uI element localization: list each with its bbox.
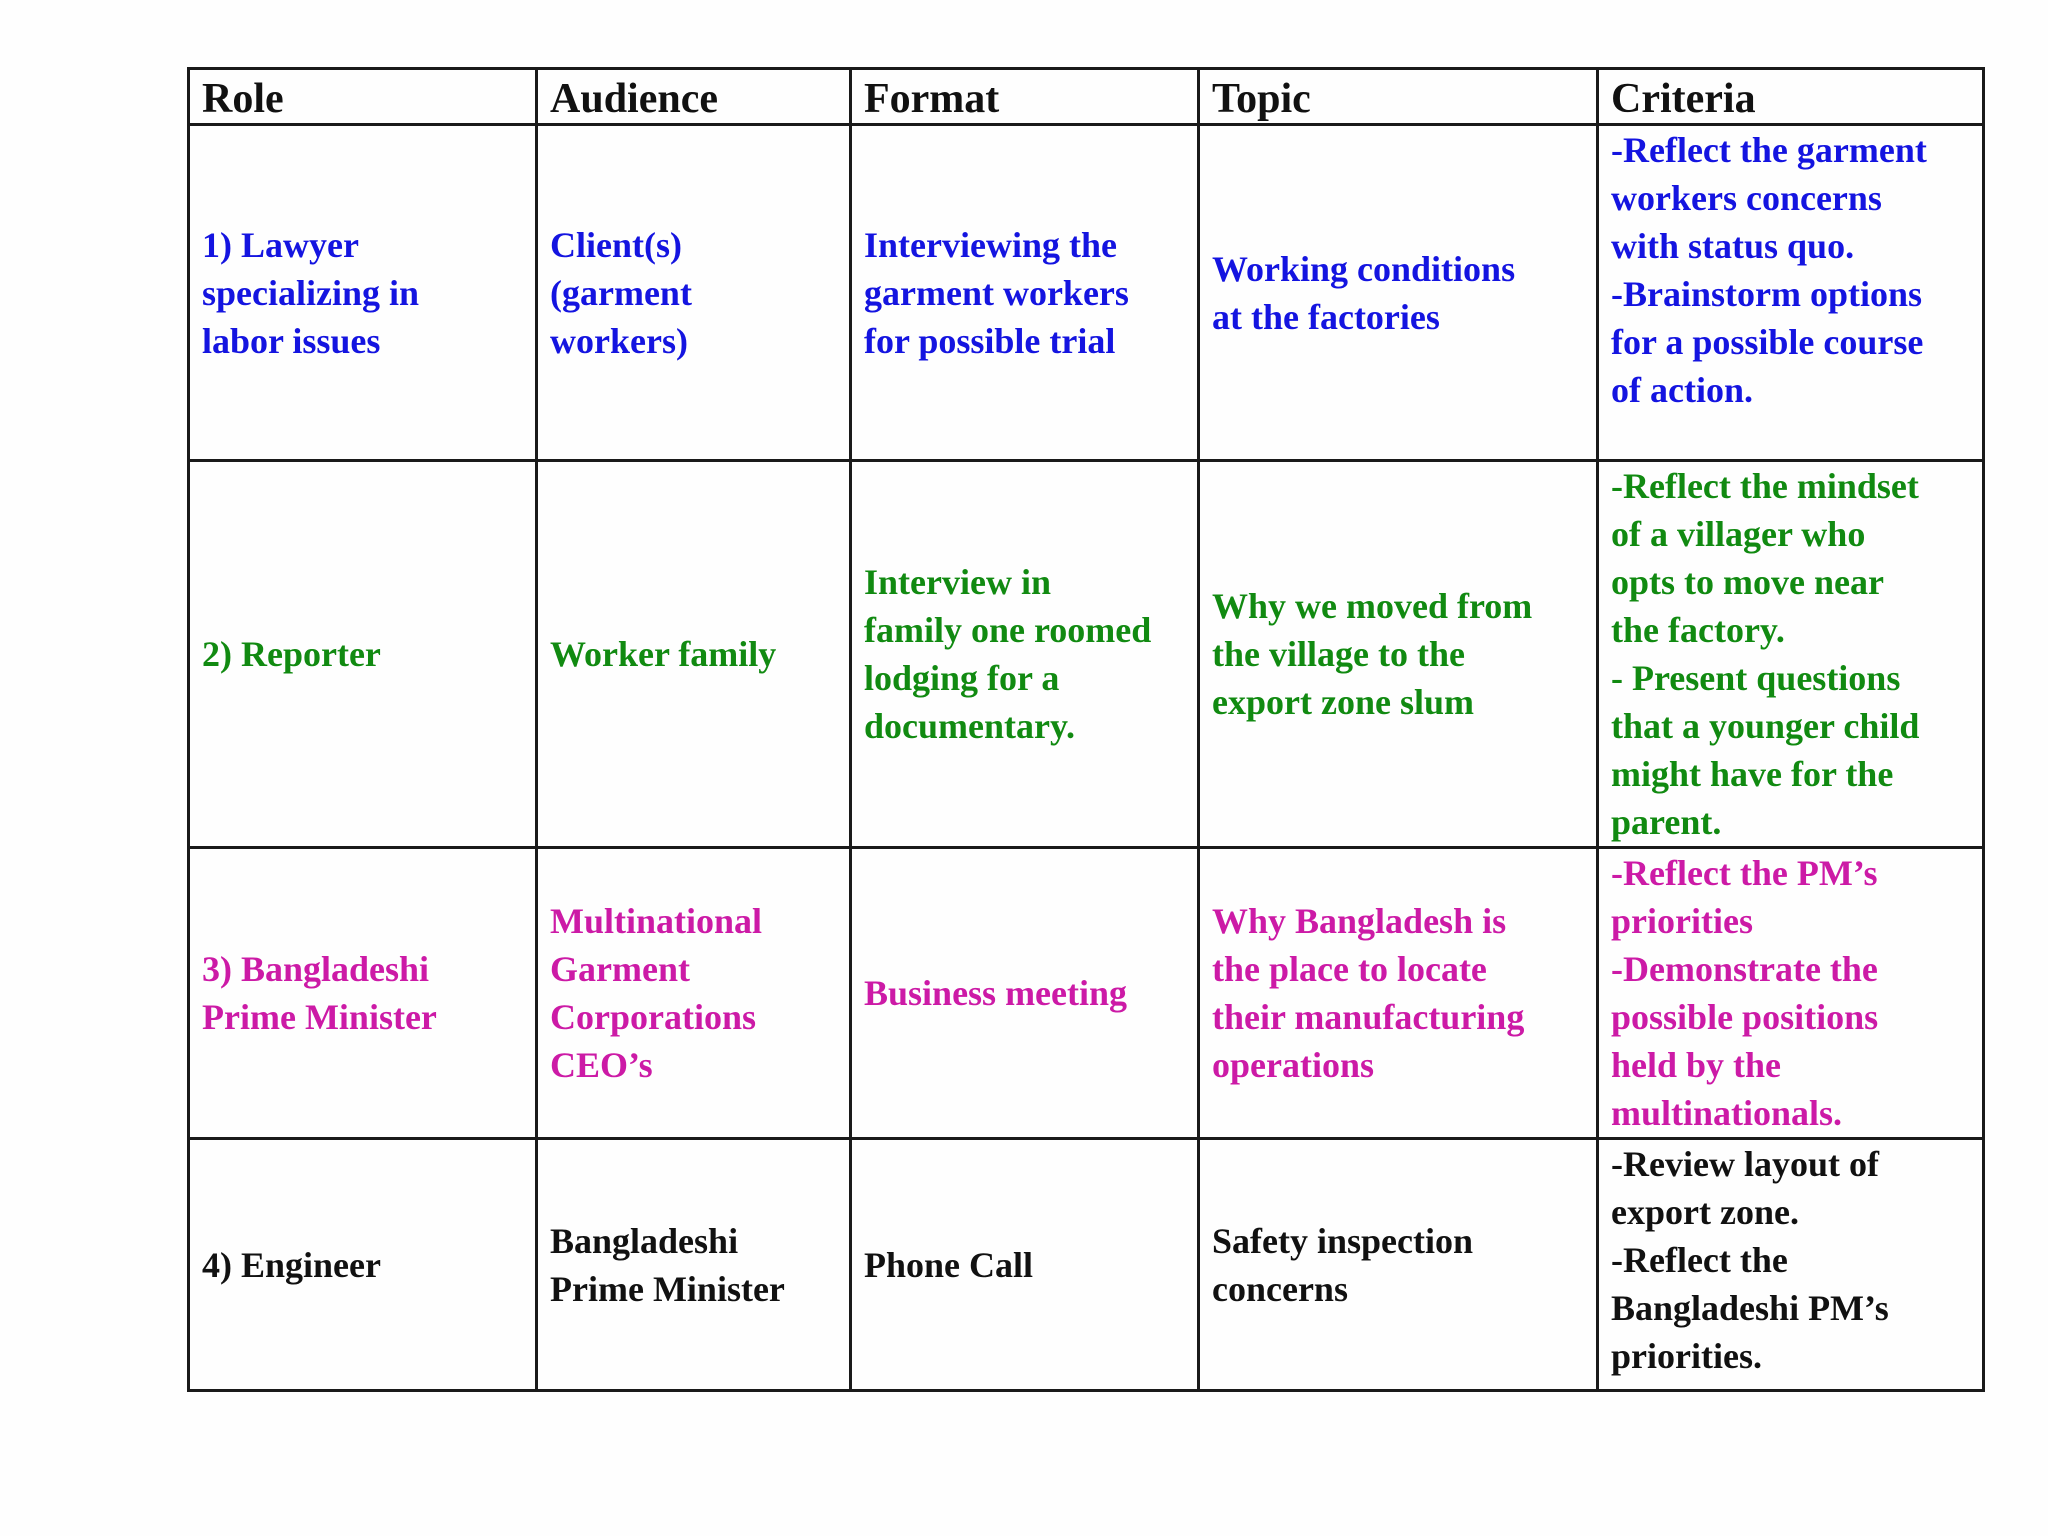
format-cell: Interview in family one roomed lodging for a documentary. (851, 461, 1199, 848)
audience-cell: Client(s) (garment workers) (537, 125, 851, 461)
criteria-cell: -Review layout of export zone. -Reflect the Bangladeshi PM’s priorities. (1598, 1139, 1984, 1391)
role-cell: 2) Reporter (189, 461, 537, 848)
topic-cell: Working conditions at the factories (1199, 125, 1598, 461)
role-cell: 4) Engineer (189, 1139, 537, 1391)
role-cell: 3) Bangladeshi Prime Minister (189, 848, 537, 1139)
topic-cell: Safety inspection concerns (1199, 1139, 1598, 1391)
header-role: Role (189, 69, 537, 125)
header-row (189, 69, 1984, 125)
table-row (189, 848, 1984, 1139)
header-topic: Topic (1199, 69, 1598, 125)
format-cell: Interviewing the garment workers for possible trial (851, 125, 1199, 461)
audience-cell: Multinational Garment Corporations CEO’s (537, 848, 851, 1139)
criteria-cell: -Reflect the mindset of a villager who opts to move near the factory. - Present questions that a younger child might have for the parent. (1598, 461, 1984, 848)
topic-cell: Why Bangladesh is the place to locate their manufacturing operations (1199, 848, 1598, 1139)
header-format: Format (851, 69, 1199, 125)
topic-cell: Why we moved from the village to the export zone slum (1199, 461, 1598, 848)
table-row (189, 1139, 1984, 1391)
criteria-cell: -Reflect the garment workers concerns with status quo. -Brainstorm options for a possible course of action. (1598, 125, 1984, 461)
audience-cell: Bangladeshi Prime Minister (537, 1139, 851, 1391)
criteria-cell: -Reflect the PM’s priorities -Demonstrate the possible positions held by the multinationals. (1598, 848, 1984, 1139)
format-cell: Business meeting (851, 848, 1199, 1139)
header-audience: Audience (537, 69, 851, 125)
format-cell: Phone Call (851, 1139, 1199, 1391)
role-cell: 1) Lawyer specializing in labor issues (189, 125, 537, 461)
header-criteria: Criteria (1598, 69, 1984, 125)
audience-cell: Worker family (537, 461, 851, 848)
table-row (189, 461, 1984, 848)
raft-table (187, 67, 1985, 1392)
table-row (189, 125, 1984, 461)
